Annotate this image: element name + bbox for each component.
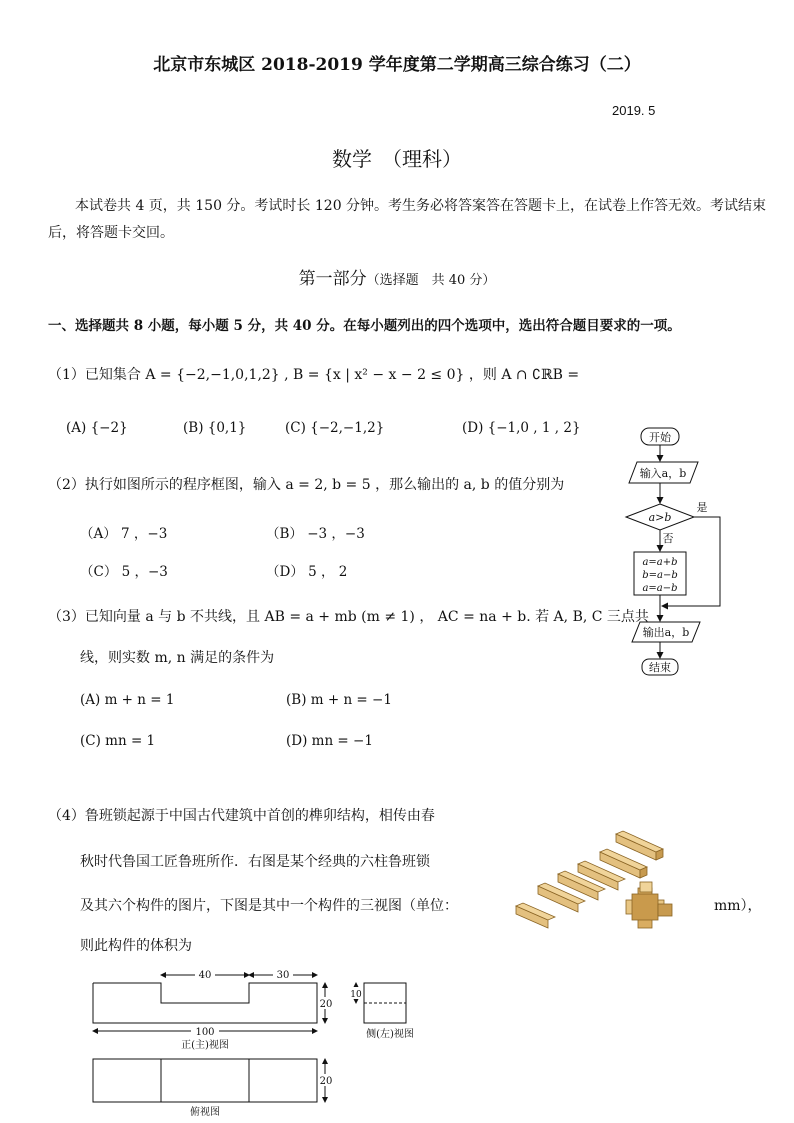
question-4-line-1: （4）鲁班锁起源于中国古代建筑中首创的榫卯结构，相传由春 <box>48 808 435 824</box>
question-4-unit: mm）， <box>714 898 762 914</box>
q2-option-c: （C） 5 ，−3 <box>80 564 168 580</box>
flow-no-label: 否 <box>662 532 674 545</box>
part-heading <box>0 264 794 289</box>
subject-title: 数学 （理科） <box>332 147 462 171</box>
luban-lock-image <box>508 822 688 937</box>
top-view-label: 俯视图 <box>190 1107 220 1118</box>
front-view-outline <box>93 983 317 1023</box>
q1-option-d: (D) {−1,0 , 1 , 2} <box>462 420 581 436</box>
q2-option-a: （A） 7 ，−3 <box>80 526 168 542</box>
flow-input-label: 输入a，b <box>639 467 687 480</box>
dim-30: 30 <box>276 970 290 981</box>
side-view-label: 侧(左)视图 <box>366 1029 414 1040</box>
dim-20-top: 20 <box>319 1076 333 1087</box>
flow-step-1: a=a+b <box>642 557 678 568</box>
question-2-stem: （2）执行如图所示的程序框图，输入 a = 2, b = 5 ，那么输出的 a, b 的值分别为 <box>48 477 565 493</box>
dim-20-front: 20 <box>319 999 333 1010</box>
question-1-stem: （1）已知集合 A = {−2,−1,0,1,2} , B = {x | x² − x − 2 ≤ 0} ，则 A ∩ ∁ℝB = <box>48 367 580 383</box>
part-title: 第一部分 <box>298 269 367 289</box>
flow-start-label: 开始 <box>649 431 671 444</box>
exam-date: 2019. 5 <box>612 103 656 118</box>
q3-option-d: (D) mn = −1 <box>286 733 373 749</box>
flow-end-label: 结束 <box>649 661 671 674</box>
question-4-line-3: 及其六个构件的图片，下图是其中一个构件的三视图（单位： <box>80 898 458 914</box>
question-3-stem-line-1: （3）已知向量 a 与 b 不共线，且 AB = a + mb (m ≠ 1) ， AC = na + b. 若 A, B, C 三点共 <box>48 609 649 625</box>
q2-option-d: （D） 5 ， 2 <box>266 564 348 580</box>
question-3-stem-line-2: 线，则实数 m, n 满足的条件为 <box>80 650 275 666</box>
flow-step-3: a=a−b <box>642 583 678 594</box>
q3-option-c: (C) mn = 1 <box>80 733 156 749</box>
three-view-drawing <box>85 965 435 1120</box>
q2-option-b: （B） −3 ，−3 <box>266 526 365 542</box>
top-view-outline <box>93 1059 317 1102</box>
question-4-line-4: 则此构件的体积为 <box>80 938 192 954</box>
q3-option-b: (B) m + n = −1 <box>286 692 392 708</box>
flow-condition-label: a>b <box>648 511 672 524</box>
q1-option-c: (C) {−2,−1,2} <box>285 420 385 436</box>
question-4-line-2: 秋时代鲁国工匠鲁班所作．右图是某个经典的六柱鲁班锁 <box>80 854 430 870</box>
q3-option-a: (A) m + n = 1 <box>80 692 175 708</box>
q1-option-a: (A) {−2} <box>66 420 128 436</box>
front-view-label: 正(主)视图 <box>181 1040 229 1051</box>
intro-line-2: 后，将答题卡交回。 <box>48 225 174 241</box>
program-flowchart <box>610 420 740 685</box>
dim-10-side: 10 <box>350 990 362 1000</box>
flow-output-label: 输出a，b <box>642 626 690 639</box>
section-instruction: 一、选择题共 8 小题，每小题 5 分，共 40 分。在每小题列出的四个选项中，选出符合题目要求的一项。 <box>48 318 681 334</box>
flow-yes-label: 是 <box>696 501 708 514</box>
exam-title: 北京市东城区 2018-2019 学年度第二学期高三综合练习（二） <box>153 55 641 75</box>
dim-100: 100 <box>195 1027 215 1038</box>
part-note: （选择题 共 40 分） <box>366 273 496 288</box>
intro-line-1: 本试卷共 4 页，共 150 分。考试时长 120 分钟。考生务必将答案答在答题卡上，在试卷上作答无效。考试结束 <box>75 198 767 214</box>
dim-40: 40 <box>198 970 212 981</box>
q1-option-b: (B) {0,1} <box>183 420 247 436</box>
flow-step-2: b=a−b <box>642 570 678 581</box>
